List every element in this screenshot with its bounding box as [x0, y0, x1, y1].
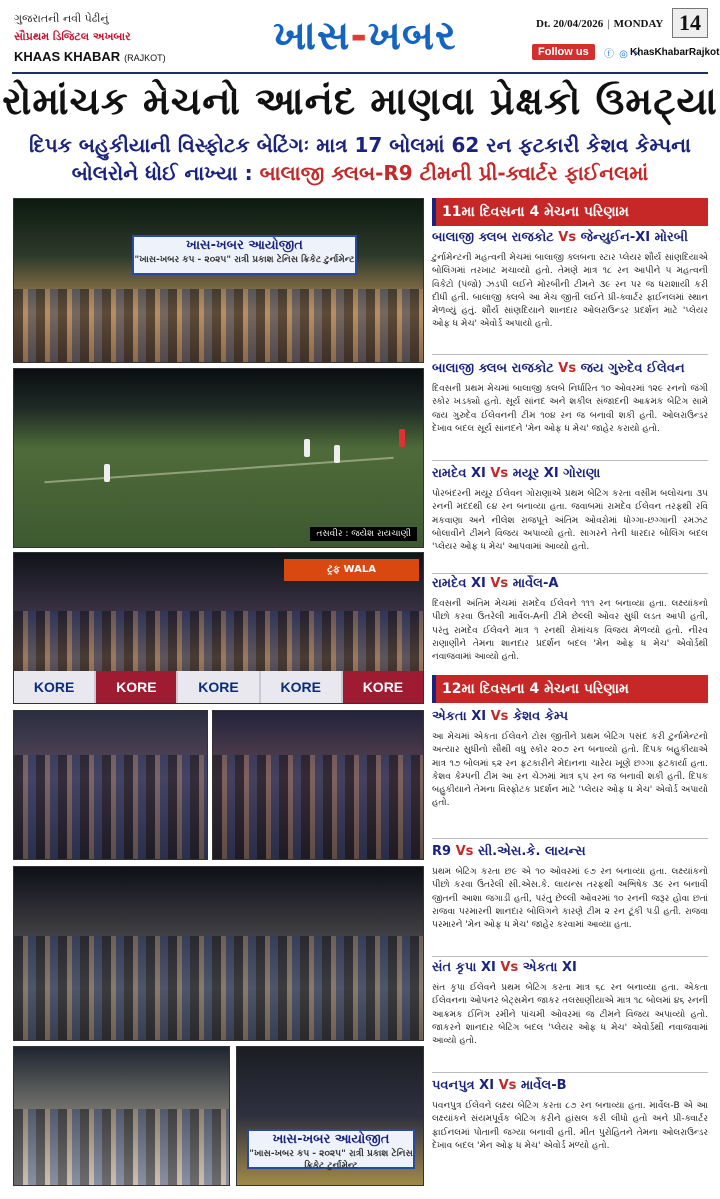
match-title [432, 1078, 708, 1093]
player-shape [104, 464, 110, 482]
divider [432, 838, 708, 839]
photo-pavilion-crowd [13, 1046, 230, 1186]
match-report: પ્રથમ બેટિંગ કરતા છ૯ એ ૧૦ ઓવરમાં ૯૭ રન બનાવ્યા હતા. લક્ષ્યાંકનો પીછો કરવા ઉતરેલી સી.એસ.કે. લાયન્સ તરફથી અભિષેક ૩૯ રન બનાવી જીતની આશા જગાડી હતી, પરંતુ છેલ્લી ઓવરમાં ૧૦ રનની જરૂર હોવા છતાં રાજવા પરમારની શાનદાર બોલિંગને કારણે ટીમ ૨ રન ટૂંકી પડી હતી. રાજવા પરમારને 'મેન ઓફ ધ મેચ' જાહેર કરવામાં આવ્યા હતા. [432, 867, 708, 931]
divider [432, 354, 708, 355]
banner-subtitle: "ખાસ-ખબર કપ - ૨૦૨૫" રાત્રી પ્રકાશ ટેનિસ ક્રિકેટ ટુર્નામેન્ટ [249, 1149, 413, 1171]
player-shape [304, 439, 310, 457]
main-headline: રોમાંચક મેચનો આનંદ માણવા પ્રેક્ષકો ઉમટ્યા [2, 79, 718, 123]
dateline-separator: | [607, 18, 610, 30]
photo-family-audience [13, 710, 208, 860]
sub-headline-1: દિપક બહુકીયાની વિસ્ફોટક બેટિંગઃ માત્ર 17 બોલમાં 62 રન ફટકારી કેશવ કેમ્પના [29, 133, 691, 157]
vs-label: Vs [455, 844, 474, 859]
results-column [432, 198, 708, 1188]
logo-dash: - [350, 13, 368, 59]
follow-us-badge[interactable]: Follow us [532, 44, 595, 60]
match-title [432, 230, 708, 245]
team-b: સી.એસ.કે. લાયન્સ [477, 844, 586, 859]
sponsor-board: KORE [14, 671, 96, 703]
masthead-rule [12, 72, 708, 74]
team-a: બાલાજી ક્લબ રાજકોટ [432, 230, 554, 245]
divider [432, 956, 708, 957]
banner-title: ખાસ-ખબર આયોજીત [272, 1132, 390, 1147]
banner-title: ખાસ-ખબર આયોજીત [186, 238, 303, 253]
vs-label: Vs [500, 960, 519, 975]
sub-headline-2 [0, 159, 720, 187]
logo-left: ખાસ [273, 13, 351, 59]
tournament-banner [132, 235, 357, 275]
match-report: પોરબંદરની મયૂર ઈલેવન ગોરાણાએ પ્રથમ બેટિંગ કરતા વસીમ બલોચના ૩૫ રનની મદદથી ૯૪ રન બનાવ્યા હતા. જવાબમાં રામદેવ ઈલેવન તરફથી રવિ મકવાણા અને નીલેશ રાજપૂતે અંતિમ ઓવરોમાં ધોગ્ગા-છગ્ગાની રમઝટ બોલાવીને ટીમને વિજય અપાવ્યો હતો. સાગરને તેની ધારદાર બોલિંગ બદલ 'પ્લેયર ઓફ ધ મેચ' આપવામાં આવ્યો હતો. [432, 489, 708, 553]
sub-headline-2-plain: બોલરોને ધોઈ નાખ્યા : [71, 161, 253, 185]
team-b: જેન્યુઈન-XI મોરબી [580, 230, 688, 245]
team-a: R9 [432, 844, 452, 859]
team-a: એકતા XI [432, 709, 487, 724]
photo-spectators-stand [13, 552, 424, 704]
vs-label: Vs [490, 576, 509, 591]
photo-seated-audience [212, 710, 424, 860]
sub-headline-2-highlight: બાલાજી ક્લબ-R9 ટીમની પ્રી-ક્વાર્ટર ફાઈનલમાં [259, 161, 649, 185]
vs-label: Vs [558, 361, 577, 376]
photo-stage-crowd [13, 198, 424, 363]
match-title [432, 960, 708, 975]
player-shape [334, 445, 340, 463]
sponsor-board: KORE [261, 671, 343, 703]
team-b: કેશવ કેમ્પ [512, 709, 568, 724]
dateline [536, 18, 663, 30]
match-report: આ મેચમાં એકતા ઈલેવને ટોસ જીતીને પ્રથમ બેટિંગ પસંદ કરી ટુર્નામેન્ટનો અત્યાર સુધીનો સૌથી વધુ સ્કોર ૨૦૭ રન બનાવ્યો હતો. દિપક બહુકીયાએ માત્ર ૧૭ બોલમાં ૬૨ રન ફટકારીને મેદાનના ચારેય ખૂણે છગ્ગા ફટકાર્યા હતા. કેશવ કેમ્પની ટીમ આ રન ચેઝમાં માત્ર ૬૫ રન જ બનાવી શકી હતી. દિપક બહુકીયાને તેમના વિસ્ફોટક પ્રદર્શન માટે 'પ્લેયર ઓફ ધ મેચ' એવોર્ડ અપાયો હતો. [432, 732, 708, 809]
divider [432, 1072, 708, 1073]
sponsor-board: KORE [343, 671, 424, 703]
crowd-shape [213, 755, 423, 859]
day12-heading: 12મા દિવસના 4 મેચના પરિણામ [432, 675, 708, 703]
page-number: 14 [672, 8, 708, 38]
banner-subtitle: "ખાસ-ખબર કપ - ૨૦૨૫" રાત્રી પ્રકાશ ટેનિસ ક્રિકેટ ટુર્નામેન્ટ [134, 255, 355, 265]
sponsor-strip [14, 671, 424, 703]
team-b: માર્વેલ-B [520, 1078, 567, 1093]
match-report: પવનપુત્ર ઈલેવને લક્ષ્ય બેટિંગ કરતા ૮૭ રન બનાવ્યા હતા. માર્વેલ-B એ આ લક્ષ્યાંકને સંયમપૂર્વક બેટિંગ કરીને હાંસલ કરી લીધો હતો અને પ્રી-ક્વાર્ટર ફાઈનલમાં પોતાની જગ્યા બનાવી હતી. મીત પુરોહિતને તેમના ઓલરાઉન્ડર દેખાવ બદલ 'મેન ઓફ ધ મેચ' એવોર્ડ મળ્યો હતો. [432, 1101, 708, 1151]
team-b: મયૂર XI ગોરાણા [512, 466, 601, 481]
sponsor-board: KORE [178, 671, 260, 703]
vs-label: Vs [498, 1078, 517, 1093]
divider [432, 573, 708, 574]
crowd-shape [14, 1109, 229, 1185]
top-banner: ટ્રફ WALA [284, 559, 419, 581]
photo-boundary-crowd [13, 866, 424, 1041]
team-a: બાલાજી ક્લબ રાજકોટ [432, 361, 554, 376]
match-title [432, 844, 708, 859]
photo-cricket-field [13, 368, 424, 548]
match-report: દિવસની પ્રથમ મેચમાં બાલાજી ક્લબે નિર્ધારિત ૧૦ ઓવરમાં ૧૨૯ રનનો જંગી સ્કોર ખડક્યો હતો. સૂર્ય સાંનદ અને શકીલ સંજાદની આક્રમક બેટિંગ સામે જય ગુરુદેવ ઈલેવનની ટીમ ૧૦૪ રન જ બનાવી શકી હતી. ઓલરાઉન્ડર દેખાવ બદલ સૂર્ય સાંનદને 'મેન ઓફ ધ મેચ' જાહેર કરાયો હતો. [432, 384, 708, 434]
team-b: માર્વેલ-A [512, 576, 559, 591]
logo-text [250, 6, 480, 66]
social-handle[interactable]: KhasKhabarRajkot [630, 47, 720, 58]
sponsor-board: KORE [96, 671, 178, 703]
pitch-shape [44, 457, 393, 483]
vs-label: Vs [490, 709, 509, 724]
team-b: એકતા XI [522, 960, 577, 975]
team-b: જય ગુરુદેવ ઈલેવન [580, 361, 685, 376]
tagline-1: ગુજરાતની નવી પેઢીનું [14, 12, 109, 25]
match-report: ટુર્નામેન્ટની મહત્વની મેચમાં બાલાજી ક્લબના સ્ટાર પ્લેયર શૌર્ય સાંણદિયાએ બોલિંગમાં તરખાટ મચાવ્યો હતો. તેમણે માત્ર ૧૮ રન આપીને ૫ મહત્વની વિકેટો (પંજો) ઝડપી લઈને મોરબીની ટીમને ૩૯ રન પર જ ધરાશાયી કરી દીધી હતી. બાલાજી ક્લબે આ મેચ જીતી લઈને પ્રી-ક્વાર્ટર ફાઈનલમાં સ્થાન મેળવ્યું હતું. શૌર્ય સાંણદિયાને શાનદાર ઓલરાઉન્ડર પ્રદર્શન માટે 'પ્લેયર ઓફ ધ મેચ' એવોર્ડ અપાયો હતો. [432, 253, 708, 330]
match-title [432, 466, 708, 481]
divider [432, 460, 708, 461]
logo-right: ખબર [368, 13, 457, 59]
crowd-shape [14, 611, 423, 671]
paper-name [14, 49, 166, 64]
crowd-shape [14, 936, 423, 1040]
issue-day: MONDAY [613, 18, 664, 30]
paper-name-text: KHAAS KHABAR [14, 49, 121, 64]
crowd-shape [14, 755, 207, 859]
social-icons[interactable]: ⓕ ◎ ✕ [604, 49, 643, 60]
photo-stage-guests [236, 1046, 424, 1186]
match-report: દિવસની અંતિમ મેચમાં રામદેવ ઈલેવને ૧૧૧ રન બનાવ્યા હતા. લક્ષ્યાંકનો પીછો કરવા ઉતરેલી માર્વેલ-Aની ટીમે છેલ્લી ઓવર સુધી લડત આપી હતી, પરંતુ રામદેવ ઈલેવને માત્ર ૧ રનથી રોમાંચક વિજય મેળવ્યો હતો. નીરવ રાણાણીને તેમના શાનદાર પ્રદર્શન બદલ 'મેન ઓફ ધ મેચ' એવોર્ડથી નવાજવામાં આવ્યો હતો. [432, 599, 708, 663]
team-a: રામદેવ XI [432, 576, 486, 591]
team-a: પવનપુત્ર XI [432, 1078, 495, 1093]
team-a: રામદેવ XI [432, 466, 486, 481]
paper-city: (RAJKOT) [124, 53, 166, 63]
team-a: સંત કૃપા XI [432, 960, 496, 975]
tagline-2: સૌપ્રથમ ડિજિટલ અખબાર [14, 30, 131, 43]
photo-credit: તસવીર : જયેશ રાયચાણી [310, 527, 417, 541]
day11-heading: 11મા દિવસના 4 મેચના પરિણામ [432, 198, 708, 226]
vs-label: Vs [558, 230, 577, 245]
vs-label: Vs [490, 466, 509, 481]
match-title [432, 709, 708, 724]
issue-date: Dt. 20/04/2026 [536, 18, 604, 30]
masthead [0, 0, 720, 80]
match-title [432, 576, 708, 591]
match-title [432, 361, 708, 376]
crowd-shape [14, 289, 423, 362]
match-report: સંત કૃપા ઈલેવને પ્રથમ બેટિંગ કરતા માત્ર ૬૮ રન બનાવ્યા હતા. એકતા ઈલેવનના ઓપનર બેટ્સમેન જાકર તલસાણીયાએ માત્ર ૧૮ બોલમાં ૪૬ રનની આક્રમક ઈનિંગ રમીને પાંચમી ઓવરમાં જ ટીમને વિજય અપાવ્યો હતો. જાકરને શાનદાર બેટિંગ બદલ 'પ્લેયર ઓફ ધ મેચ' એવોર્ડથી નવાજવામાં આવ્યો હતો. [432, 983, 708, 1047]
tournament-banner [247, 1129, 415, 1169]
newspaper-logo[interactable] [250, 6, 480, 66]
player-shape [399, 429, 405, 447]
